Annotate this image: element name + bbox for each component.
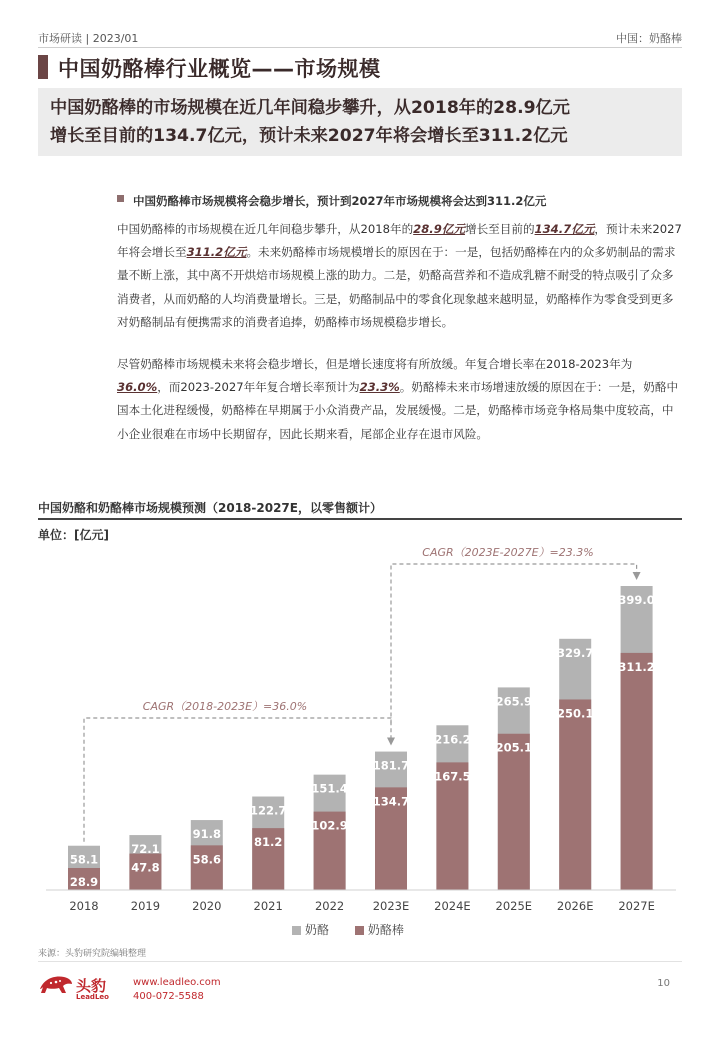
label-cheese-stick-2025E: 205.1 — [495, 740, 532, 755]
cagr-arrow-2023 — [387, 738, 395, 746]
page-title: 中国奶酪棒行业概览——市场规模 — [58, 57, 381, 81]
cagr-arrow-2027 — [633, 572, 641, 580]
legend-label-cheese: 奶酪 — [305, 923, 330, 937]
para1-text-4: 。未来奶酪棒市场规模增长的原因在于：一是，包括奶酪棒在内的众多奶制品的需求量不断上涨，其中离不开烘焙市场规模上涨的助力。二是，奶酪高营养和不造成乳糖不耐受的特点吸引了众多消费者，从而奶酪的人均消费量增长。三是，奶酪制品中的零食化现象越来越明显，奶酪棒作为零食受到更多对奶酪制品有便携需求的消费者追捧，奶酪棒市场规模稳步增长。 — [117, 245, 676, 329]
para2-text-3: 。奶酪棒未来市场增速放缓的原因在于：一是，奶酪中国本土化进程缓慢，奶酪棒在早期属于小众消费产品，发展缓慢。二是，奶酪棒市场竞争格局集中度较高，中小企业很难在市场中长期留存，因此长期来看，尾部企业存在退市风险。 — [117, 380, 679, 441]
para2-text-2: ，而2023-2027年年复合增长率预计为 — [157, 380, 360, 395]
label-cheese-2022: 151.4 — [311, 781, 348, 796]
para1-text-2: 增长至目前的 — [464, 222, 535, 236]
legend-item-cheese — [292, 923, 329, 937]
page-number: 10 — [657, 978, 670, 989]
paragraph-1 — [117, 218, 683, 334]
chart-title: 中国奶酪和奶酪棒市场规模预测（2018-2027E，以零售额计） — [38, 501, 382, 515]
para1-highlight-3: 311.2亿元 — [186, 245, 247, 260]
para2-highlight-2: 23.3% — [359, 380, 400, 395]
para1-highlight-2: 134.7亿元 — [534, 222, 595, 236]
x-tick-2022: 2022 — [314, 899, 345, 913]
label-cheese-stick-2021: 81.2 — [254, 835, 283, 850]
x-tick-2023E: 2023E — [372, 899, 410, 913]
unit-label: 单位：[亿元] — [38, 528, 109, 542]
label-cheese-2024E: 216.2 — [434, 732, 471, 747]
bar-chart — [0, 520, 720, 920]
x-tick-2026E: 2026E — [556, 899, 594, 913]
para2-highlight-1: 36.0% — [117, 380, 158, 395]
label-cheese-stick-2024E: 167.5 — [434, 769, 471, 784]
label-cheese-2026E: 329.7 — [557, 645, 594, 660]
contact-info — [133, 976, 221, 1004]
label-cheese-stick-2026E: 250.1 — [557, 706, 594, 721]
bar-cheese-stick-2025E — [495, 734, 532, 890]
section-heading-text: 中国奶酪棒市场规模将会稳步增长，预计到2027年市场规模将会达到311.2亿元 — [133, 194, 547, 208]
summary-line-2: 增长至目前的134.7亿元，预计未来2027年将会增长至311.2亿元 — [50, 126, 568, 146]
legend-label-cheese-stick: 奶酪棒 — [367, 923, 404, 937]
cagr-label-2018-2023: CAGR（2018-2023E）=36.0% — [142, 700, 308, 713]
logo-subtext: LeadLeo — [76, 993, 109, 1001]
x-tick-2027E: 2027E — [618, 899, 655, 913]
legend-swatch-cheese — [292, 926, 301, 935]
label-cheese-2018: 58.1 — [69, 852, 99, 867]
label-cheese-stick-2022: 102.9 — [311, 818, 348, 833]
para2-text-1: 尽管奶酪棒市场规模未来将会稳步增长，但是增长速度将有所放缓。年复合增长率在2018-2023年为 — [117, 357, 633, 371]
label-cheese-stick-2018: 28.9 — [69, 874, 99, 889]
label-cheese-2023E: 181.7 — [372, 758, 410, 773]
para1-highlight-1: 28.9亿元 — [413, 222, 465, 236]
para1-text-1: 中国奶酪棒的市场规模在近几年间稳步攀升，从2018年的 — [117, 222, 414, 236]
x-tick-2020: 2020 — [192, 899, 222, 913]
label-cheese-stick-2020: 58.6 — [192, 852, 221, 867]
label-cheese-2027E: 399.0 — [618, 593, 655, 607]
label-cheese-stick-2019: 47.8 — [131, 860, 160, 875]
label-cheese-2021: 122.7 — [250, 803, 287, 818]
section-heading — [117, 193, 546, 209]
x-tick-2025E: 2025E — [495, 899, 533, 913]
summary-line-1: 中国奶酪棒的市场规模在近几年间稳步攀升，从2018年的28.9亿元 — [50, 98, 570, 118]
label-cheese-stick-2027E: 311.2 — [618, 659, 655, 674]
source-note: 来源：头豹研究院编辑整理 — [38, 949, 147, 959]
x-tick-2019: 2019 — [130, 899, 161, 913]
bar-cheese-stick-2027E — [621, 653, 653, 890]
header-left: 市场研读 | 2023/01 — [38, 32, 139, 45]
header-right: 中国：奶酪棒 — [616, 32, 682, 45]
phone-number: 400-072-5588 — [133, 991, 204, 1002]
header-divider — [38, 47, 682, 48]
label-cheese-2025E: 265.9 — [495, 694, 532, 709]
label-cheese-stick-2023E: 134.7 — [372, 794, 410, 809]
logo-text: 头豹 — [76, 977, 107, 995]
footer-divider — [38, 961, 682, 962]
bar-cheese-stick-2026E — [557, 699, 594, 890]
cagr-label-2023-2027: CAGR（2023E-2027E）=23.3% — [422, 546, 594, 559]
summary-box — [38, 88, 682, 156]
chart-legend — [292, 921, 426, 938]
legend-item-cheese-stick — [355, 923, 404, 937]
title-accent-bar — [38, 55, 48, 79]
website-link[interactable]: www.leadleo.com — [133, 977, 221, 988]
legend-swatch-cheese-stick — [355, 926, 364, 935]
paragraph-2 — [117, 353, 683, 446]
leopard-logo-icon — [38, 971, 74, 997]
x-tick-2021: 2021 — [253, 899, 283, 913]
x-tick-2018: 2018 — [69, 899, 99, 913]
x-tick-2024E: 2024E — [434, 899, 471, 913]
label-cheese-2019: 72.1 — [131, 842, 160, 857]
para1-text-3: ，预计未来2027年将会增长至 — [117, 222, 682, 260]
label-cheese-2020: 91.8 — [192, 827, 221, 842]
